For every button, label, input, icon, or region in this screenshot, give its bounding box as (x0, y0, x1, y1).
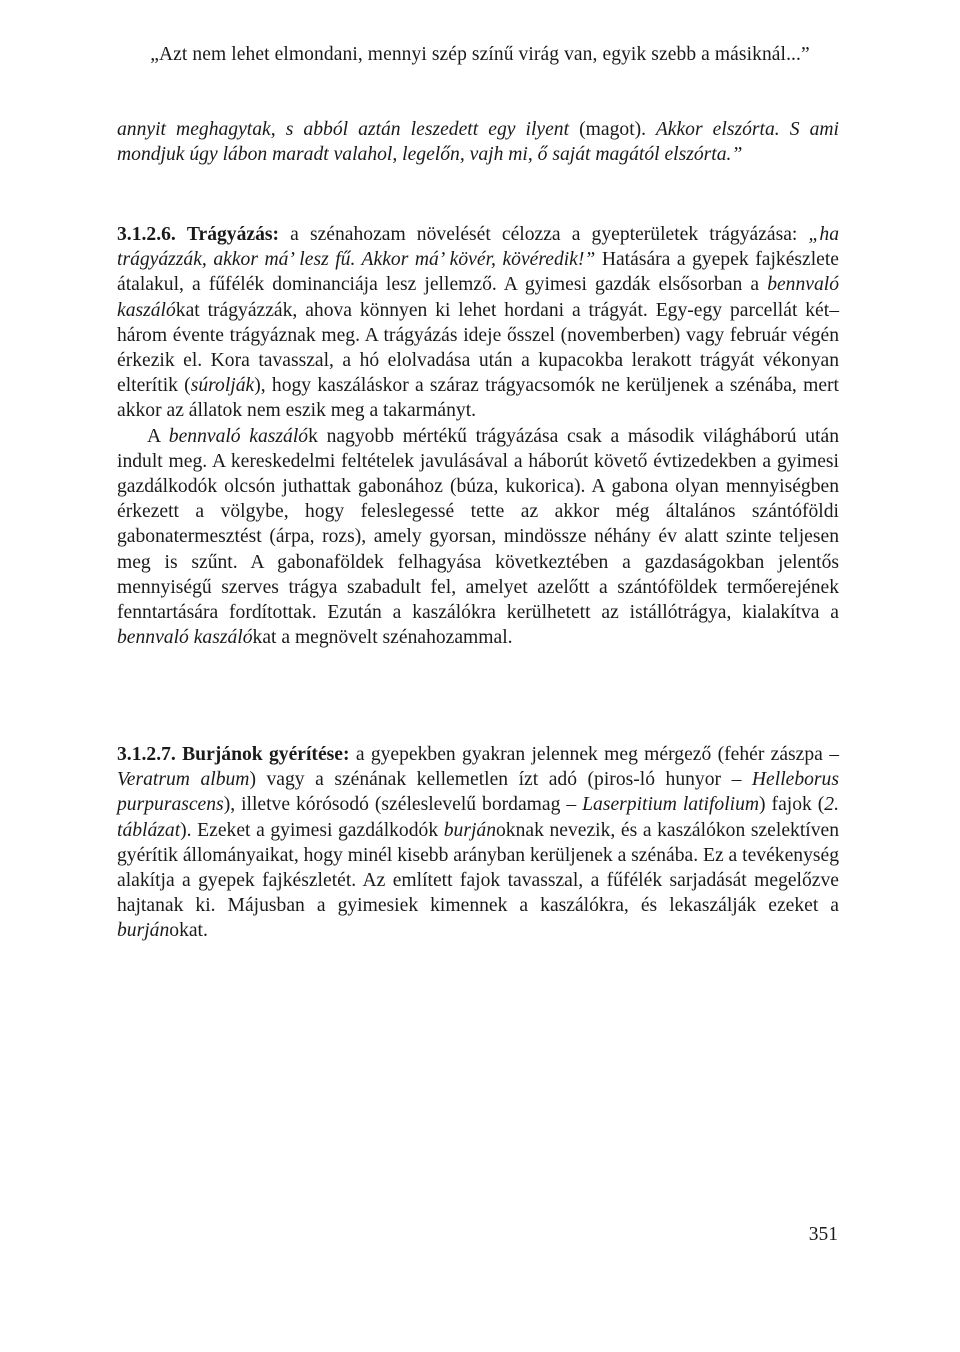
term-italic: bennvaló kaszáló (117, 627, 253, 649)
body-text: a gyepekben gyakran jelennek meg mérgező (fehér zászpa – (355, 744, 839, 765)
intro-quote-part1: annyit meghagytak, s abból aztán leszedett egy ilyent (117, 119, 570, 140)
section-number: 3.1.2.7. (117, 744, 176, 765)
body-text: kat a megnövelt szénahozammal. (252, 627, 513, 649)
body-text: ) fajok ( (759, 794, 825, 816)
body-text: kat trágyázzák, ahova könnyen ki lehet hordani a trágyát. Egy-egy parcellát két–három évente trágyáznak meg. A trágyázás ideje ősszel (novemberben) vagy február végén érkezik el. Kora tavasszal, a hó elolvadása után a kupacokba lerakott trágyát vékonyan elterítik ( (117, 299, 839, 397)
running-header: „Azt nem lehet elmondani, mennyi szép színű virág van, egyik szebb a másiknál...” (150, 44, 810, 65)
species-name: Veratrum album (117, 769, 250, 791)
term-italic: burján (443, 819, 496, 841)
section-3-1-2-6-paragraph-2 (117, 424, 839, 651)
body-text: ) vagy a szénának kellemetlen ízt adó (piros-ló hunyor – (249, 769, 742, 791)
species-name: Laserpitium latifolium (582, 794, 760, 816)
quoted-saying: „ha trágyázzák, akkor má’ lesz fű. Akkor má’ kövér, kövéredik!” (117, 224, 839, 271)
section-3-1-2-7-paragraph-1 (117, 742, 839, 944)
page-number: 351 (808, 1224, 838, 1245)
table-reference: 2. táblázat (117, 794, 839, 841)
species-name: Helleborus purpurascens (117, 769, 839, 816)
body-text: k nagyobb mértékű trágyázása csak a második világháború után indult meg. A kereskedelmi feltételek javulásával a háborút követő évtizedekben a gyimesi gazdálkodók olcsón juthattak gabonához (búza, kukorica). A gabona olyan mennyiségben érkezett a völgybe, hogy feleslegessé tette az akkor még általános szántóföldi gabonatermesztést (árpa, rozs), amely gyorsan, mindössze néhány év alatt szinte teljesen meg is szűnt. A gabonaföldek felhagyása következtében a gazdaságokban jelentős mennyiségű szerves trágya szabadult fel, amelyet azelőtt a szántóföldek termőerejének fenntartására fordítottak. Ezután a kaszálókra kerülhetett az istállótrágya, kialakítva a (117, 425, 839, 624)
body-text: ), illetve kórósodó (széleslevelű bordamag – (223, 794, 577, 816)
section-title: Trágyázás: (186, 224, 280, 245)
term-italic: burján (117, 920, 170, 942)
term-italic: súrolják (190, 375, 255, 397)
term-italic: bennvaló kaszáló (168, 425, 309, 447)
section-3-1-2-6-paragraph-1 (117, 222, 839, 424)
section-title: Burjánok gyérítése: (182, 744, 350, 765)
section-3-1-2-6 (117, 222, 839, 650)
term-italic: bennvaló kaszáló (117, 274, 840, 321)
intro-quote-part3: Akkor elszórta. S ami mondjuk úgy lábon maradt valahol, legelőn, vajh mi, ő saját magától elszórta.” (117, 119, 839, 166)
body-text: ). Ezeket a gyimesi gazdálkodók (180, 819, 439, 841)
section-number: 3.1.2.6. (117, 224, 176, 245)
body-text: a szénahozam növelését célozza a gyepterületek trágyázása: (290, 224, 798, 245)
body-text: ), hogy kaszáláskor a száraz trágyacsomók ne kerüljenek a szénába, mert akkor az állatok nem eszik meg a takarmányt. (117, 375, 839, 422)
body-text: okat. (169, 920, 208, 942)
intro-quote-part2: (magot). (579, 119, 647, 140)
intro-quote (117, 117, 839, 167)
body-text: A (147, 425, 161, 447)
body-text: oknak nevezik, és a kaszálókon szelektíven gyérítik állományaikat, hogy minél kisebb arányban kerüljenek a szénába. Ez a tevékenység alakítja a gyepek fajkészletét. Az említett fajok tavasszal, a fűfélék sarjadását megelőzve hajtanak ki. Májusban a gyimesiek kimennek a kaszálókra, és lekaszálják ezeket a (117, 819, 839, 917)
section-3-1-2-7 (117, 742, 839, 944)
body-text: Hatására a gyepek fajkészlete átalakul, a fűfélék dominanciája lesz jellemző. A gyimesi gazdák elsősorban a (117, 249, 839, 296)
